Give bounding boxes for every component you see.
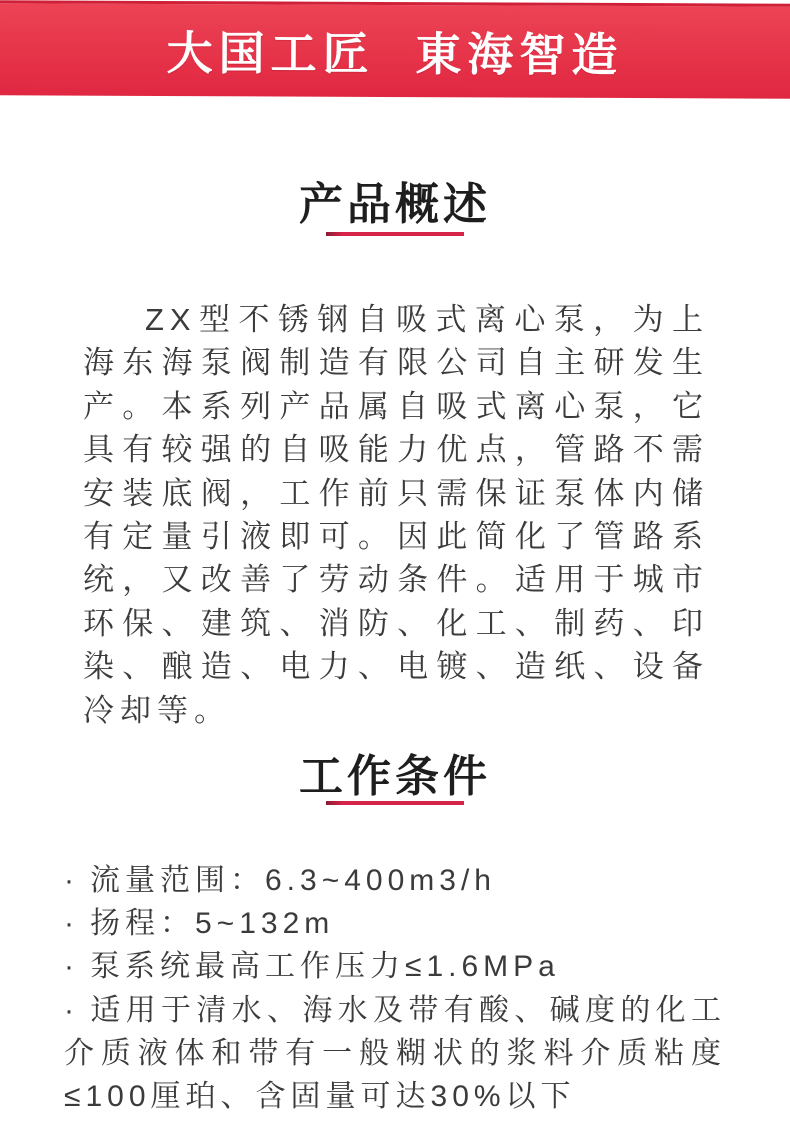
conditions-title-underline — [326, 801, 464, 805]
bullet-text: 扬程：5~132m — [90, 907, 335, 941]
brand-banner-title: 大国工匠 東海智造 — [166, 27, 624, 81]
bullet-item-applicable-media — [64, 989, 726, 1119]
overview-title-underline — [326, 232, 464, 236]
bullet-dot-icon: · — [64, 907, 79, 941]
bullet-text: 适用于清水、海水及带有酸、碱度的化工介质液体和带有一般糊状的浆料介质粘度≤100厘珀、含固量可达30%以下 — [64, 993, 726, 1114]
brand-banner — [0, 0, 790, 99]
bullet-item-head — [64, 902, 726, 945]
bullet-dot-icon: · — [64, 993, 79, 1027]
overview-paragraph: ZX型不锈钢自吸式离心泵，为上海东海泵阀制造有限公司自主研发生产。本系列产品属自吸式离心泵，它具有较强的自吸能力优点，管路不需安装底阀，工作前只需保证泵体内储有定量引液即可。因此简化了管路系统，又改善了劳动条件。适用于城市环保、建筑、消防、化工、制药、印染、酿造、电力、电镀、造纸、设备冷却等。 — [83, 302, 709, 728]
conditions-section-title: 工作条件 — [299, 752, 491, 801]
bullet-dot-icon: · — [64, 950, 79, 984]
bullet-item-flow-range — [64, 859, 726, 902]
conditions-bullet-list — [64, 859, 726, 1118]
bullet-text: 流量范围：6.3~400m3/h — [90, 864, 496, 897]
bullet-dot-icon: · — [64, 864, 79, 897]
bullet-text: 泵系统最高工作压力≤1.6MPa — [90, 950, 560, 984]
bullet-item-max-pressure — [64, 945, 726, 988]
overview-section-title: 产品概述 — [299, 180, 491, 229]
